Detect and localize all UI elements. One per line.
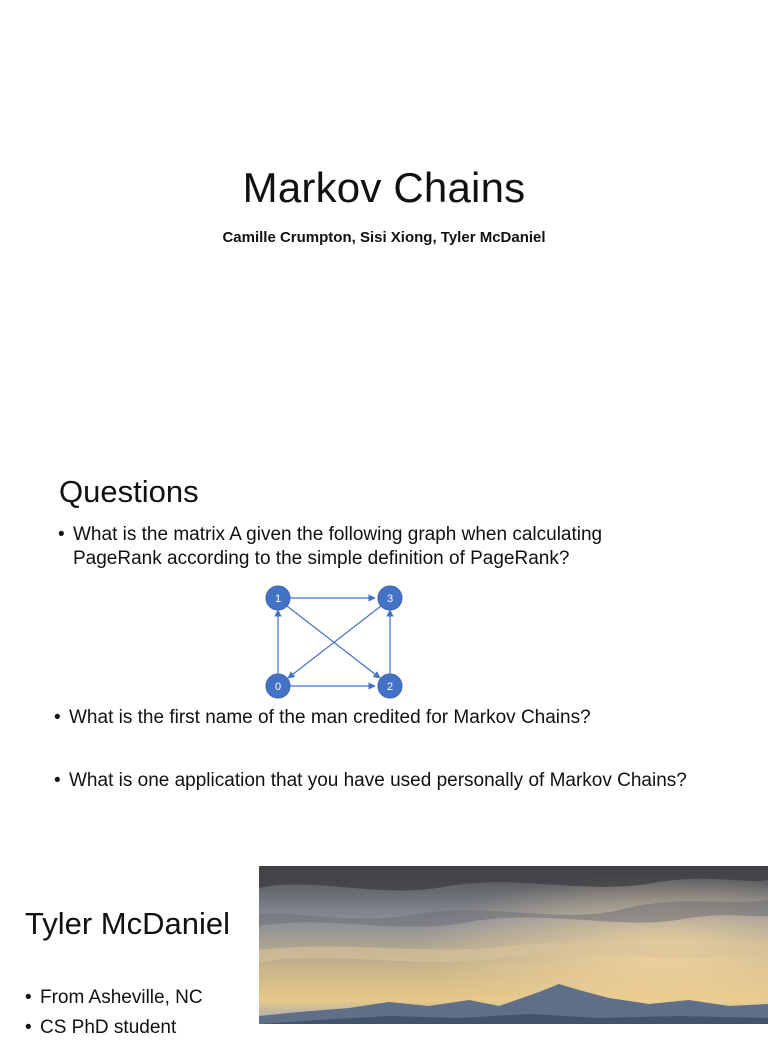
mountain-landscape-photo <box>259 866 768 1024</box>
bullet-text: CS PhD student <box>40 1017 177 1038</box>
bullet-marker: • <box>54 770 61 791</box>
questions-title: Questions <box>59 474 199 509</box>
question-1 <box>58 523 693 571</box>
presenter-slide <box>0 860 768 1038</box>
node-label: 0 <box>274 681 282 693</box>
graph-node-2 <box>378 674 402 698</box>
slide-authors: Camille Crumpton, Sisi Xiong, Tyler McDaniel <box>222 229 546 246</box>
graph-node-0 <box>266 674 290 698</box>
presenter-bullet-2 <box>25 1016 250 1040</box>
graph-node-1 <box>266 586 290 610</box>
title-slide <box>0 0 768 430</box>
question-text: What is one application that you have used personally of Markov Chains? <box>69 770 687 791</box>
question-3 <box>54 769 689 793</box>
presenter-title: Tyler McDaniel <box>25 906 230 941</box>
question-2 <box>54 706 709 730</box>
bullet-marker: • <box>25 987 32 1008</box>
graph-edge-1-2 <box>287 606 380 678</box>
bullet-marker: • <box>58 524 65 545</box>
pagerank-graph <box>250 580 420 702</box>
node-label: 3 <box>386 593 394 605</box>
node-label: 2 <box>386 681 394 693</box>
slide-title: Markov Chains <box>242 164 526 211</box>
bullet-text: From Asheville, NC <box>40 987 203 1008</box>
node-label: 1 <box>274 593 282 605</box>
question-text: What is the first name of the man credited for Markov Chains? <box>69 707 591 728</box>
questions-slide <box>0 430 768 860</box>
graph-edge-3-0 <box>288 606 381 678</box>
question-text: What is the matrix A given the following graph when calculating PageRank according to the simple definition of PageRank? <box>73 524 603 569</box>
presenter-bullet-1 <box>25 986 250 1010</box>
bullet-marker: • <box>54 707 61 728</box>
graph-node-3 <box>378 586 402 610</box>
bullet-marker: • <box>25 1017 32 1038</box>
